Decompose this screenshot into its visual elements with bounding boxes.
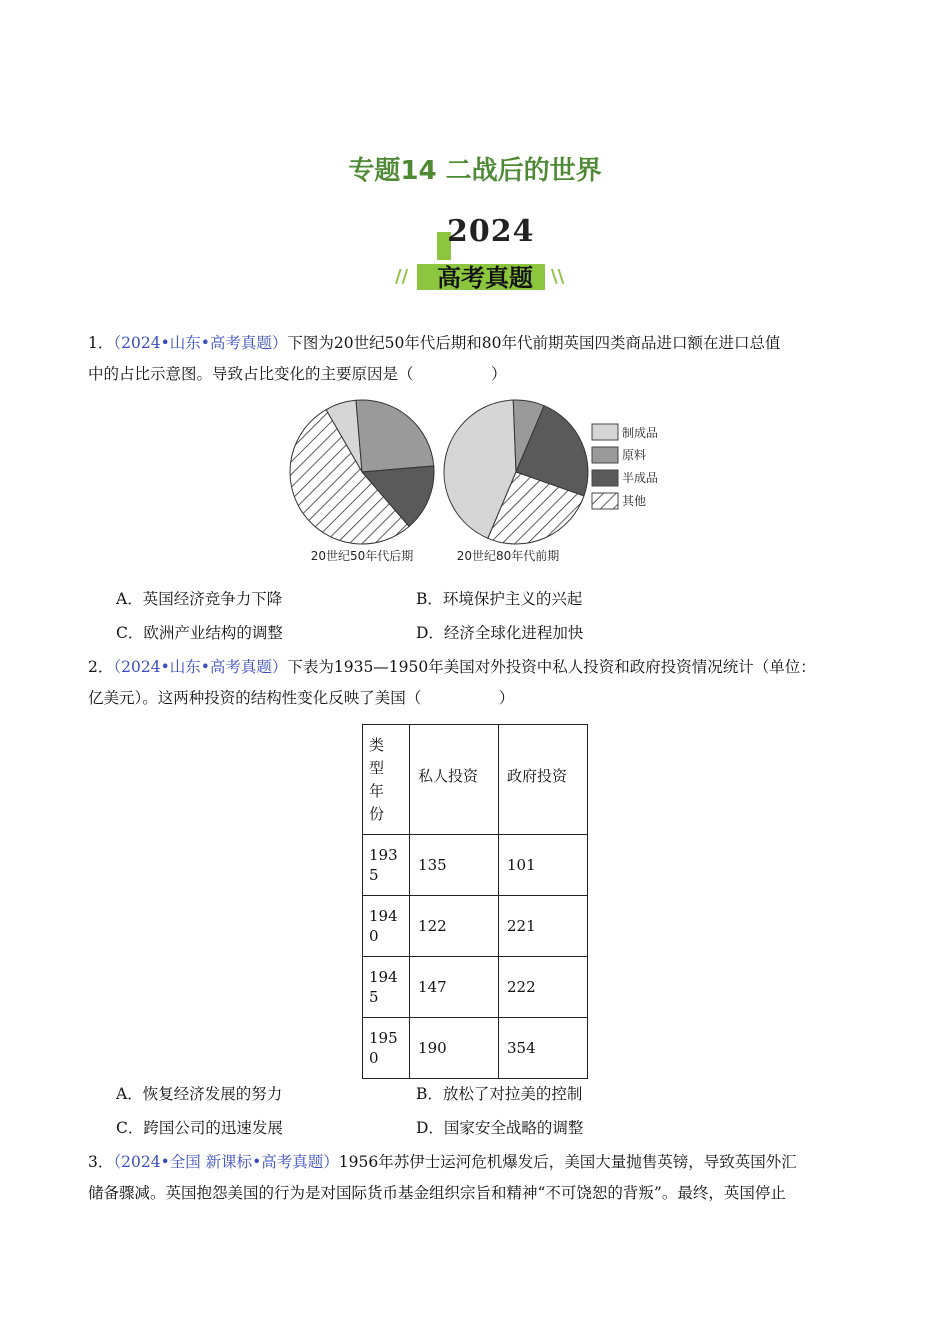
legend-swatch-other [592, 493, 618, 509]
q1-option-b[interactable]: B．环境保护主义的兴起 [416, 590, 583, 608]
question-1-text-2: 中的占比示意图。导致占比变化的主要原因是（ ） [88, 365, 507, 383]
table-cell-year: 194 5 [363, 957, 410, 1018]
table-cell-government: 222 [499, 957, 588, 1018]
chart-legend [592, 424, 658, 509]
question-2-line-1 [88, 652, 868, 683]
corner-char: 份 [369, 804, 385, 823]
legend-swatch-manufactured [592, 424, 618, 440]
question-3-line-1 [88, 1147, 868, 1178]
legend-label-manufactured: 制成品 [622, 426, 659, 440]
table-corner-cell [363, 725, 410, 835]
question-1-text-1: 下图为20世纪50年代后期和80年代前期英国四类商品进口额在进口总值 [287, 334, 781, 352]
corner-char: 型 [369, 758, 385, 777]
pie-chart-1950s [290, 400, 434, 544]
question-2-source: （2024•山东•高考真题） [113, 658, 288, 676]
question-1-number: 1． [88, 334, 114, 352]
question-1 [88, 328, 868, 390]
page-title: 专题14 二战后的世界 [348, 156, 602, 186]
question-2-text-1: 下表为1935—1950年美国对外投资中私人投资和政府投资情况统计（单位： [287, 658, 816, 676]
pie-1-caption: 20世纪50年代后期 [310, 549, 414, 563]
q2-option-d[interactable]: D．国家安全战略的调整 [416, 1119, 584, 1137]
question-1-line-1 [88, 328, 868, 359]
year-label: 2024 [447, 214, 535, 249]
table-row [363, 957, 588, 1018]
corner-char: 年 [369, 781, 385, 800]
table-header-private: 私人投资 [410, 725, 499, 835]
pie-2-caption: 20世纪80年代前期 [456, 549, 560, 563]
question-2-number: 2． [88, 658, 114, 676]
table-cell-private: 122 [410, 896, 499, 957]
table-row [363, 835, 588, 896]
legend-swatch-raw [592, 447, 618, 463]
table-cell-government: 221 [499, 896, 588, 957]
question-3-source: （2024•全国 新课标•高考真题） [113, 1153, 339, 1171]
q1-option-d[interactable]: D．经济全球化进程加快 [416, 624, 584, 642]
question-1-source: （2024•山东•高考真题） [113, 334, 288, 352]
table-cell-year: 194 0 [363, 896, 410, 957]
left-slash-decoration: // [395, 266, 409, 287]
table-cell-government: 101 [499, 835, 588, 896]
question-2 [88, 652, 868, 714]
table-cell-private: 135 [410, 835, 499, 896]
table-row [363, 896, 588, 957]
corner-char: 类 [369, 735, 385, 754]
question-3-number: 3． [88, 1153, 114, 1171]
table-row [363, 1018, 588, 1079]
q2-option-b[interactable]: B．放松了对拉美的控制 [416, 1085, 583, 1103]
pie-chart-1980s [444, 400, 588, 544]
pie-chart-figure [280, 396, 680, 572]
q2-option-c[interactable]: C．跨国公司的迅速发展 [116, 1119, 283, 1137]
investment-table [362, 724, 588, 1079]
question-2-text-2: 亿美元）。这两种投资的结构性变化反映了美国（ ） [88, 689, 515, 707]
exam-label: 高考真题 [437, 264, 533, 292]
legend-label-raw: 原料 [622, 448, 647, 462]
table-cell-government: 354 [499, 1018, 588, 1079]
legend-label-other: 其他 [622, 494, 647, 508]
table-header-government: 政府投资 [499, 725, 588, 835]
q1-option-a[interactable]: A．英国经济竞争力下降 [116, 590, 283, 608]
table-cell-year: 193 5 [363, 835, 410, 896]
table-cell-private: 147 [410, 957, 499, 1018]
pie-slice-raw [356, 400, 434, 472]
table-header-row [363, 725, 588, 835]
legend-swatch-semi [592, 470, 618, 486]
table-cell-year: 195 0 [363, 1018, 410, 1079]
question-3 [88, 1147, 868, 1209]
year-badge [395, 214, 565, 294]
right-slash-decoration: \\ [551, 266, 565, 287]
table-cell-private: 190 [410, 1018, 499, 1079]
q2-option-a[interactable]: A．恢复经济发展的努力 [116, 1085, 283, 1103]
legend-label-semi: 半成品 [622, 471, 659, 485]
question-3-text-2: 储备骤减。英国抱怨美国的行为是对国际货币基金组织宗旨和精神“不可饶恕的背叛”。最终，英国停止 [88, 1184, 786, 1202]
q1-option-c[interactable]: C．欧洲产业结构的调整 [116, 624, 283, 642]
question-3-text-1: 1956年苏伊士运河危机爆发后，美国大量抛售英镑，导致英国外汇 [338, 1153, 797, 1171]
